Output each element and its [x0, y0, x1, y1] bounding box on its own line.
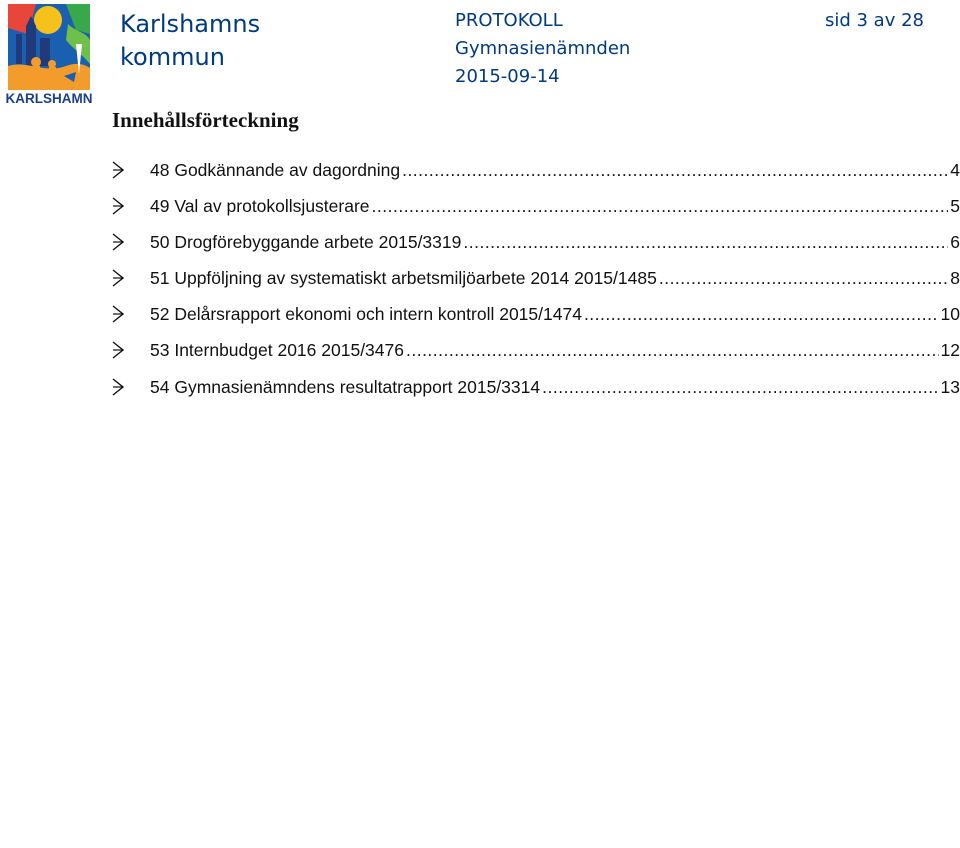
toc-entry-title: 53 Internbudget 2016 2015/3476: [150, 340, 404, 361]
toc-entry-page: 6: [950, 232, 960, 253]
toc-entry[interactable]: [110, 302, 960, 338]
org-name-line2: kommun: [120, 43, 225, 71]
protocol-header: [455, 7, 630, 91]
toc-entry[interactable]: [110, 158, 960, 194]
arrow-bullet-icon: [110, 341, 126, 359]
toc-entry-page: 4: [950, 160, 960, 180]
toc-entry[interactable]: [110, 338, 960, 374]
toc-entry[interactable]: [110, 266, 960, 302]
toc-entry[interactable]: [110, 375, 960, 411]
arrow-bullet-icon: [110, 378, 126, 396]
toc-entry-title: 50 Drogförebyggande arbete 2015/3319: [150, 232, 462, 253]
toc-entry[interactable]: [110, 194, 960, 230]
dot-leader: [372, 196, 949, 217]
committee-name: Gymnasienämnden: [455, 38, 631, 59]
toc-entry-page: 10: [940, 304, 960, 325]
dot-leader: [584, 304, 939, 325]
arrow-bullet-icon: [110, 269, 126, 287]
dot-leader: [659, 268, 948, 289]
table-of-contents: [110, 158, 960, 411]
meeting-date: 2015-09-14: [455, 66, 560, 87]
organization-name: [120, 8, 260, 74]
karlshamn-logo: [6, 4, 92, 108]
toc-heading: Innehållsförteckning: [112, 108, 299, 132]
toc-entry-page: 12: [940, 340, 960, 361]
logo-text: KARLSHAMN: [6, 91, 92, 106]
arrow-bullet-icon: [110, 197, 126, 215]
dot-leader: [402, 160, 948, 181]
arrow-bullet-icon: [110, 305, 126, 323]
toc-entry-title: 52 Delårsrapport ekonomi och intern kontroll 2015/1474: [150, 304, 582, 325]
dot-leader: [463, 232, 948, 253]
dot-leader: [542, 377, 938, 398]
arrow-bullet-icon: [110, 161, 126, 179]
org-name-line1: Karlshamns: [120, 10, 261, 38]
toc-entry-page: 13: [940, 376, 960, 397]
toc-entry-title: 49 Val av protokollsjusterare: [150, 196, 370, 217]
document-type: PROTOKOLL: [455, 10, 563, 31]
arrow-bullet-icon: [110, 233, 126, 251]
toc-entry-title: 54 Gymnasienämndens resultatrapport 2015/3314: [150, 376, 541, 397]
dot-leader: [406, 340, 939, 361]
toc-entry-title: 51 Uppföljning av systematiskt arbetsmiljöarbete 2014 2015/1485: [150, 268, 657, 289]
page-indicator: sid 3 av 28: [824, 10, 924, 31]
toc-entry-page: 8: [950, 268, 960, 289]
toc-entry-title: 48 Godkännande av dagordning: [150, 160, 401, 180]
toc-entry-page: 5: [950, 196, 960, 217]
toc-entry[interactable]: [110, 230, 960, 266]
